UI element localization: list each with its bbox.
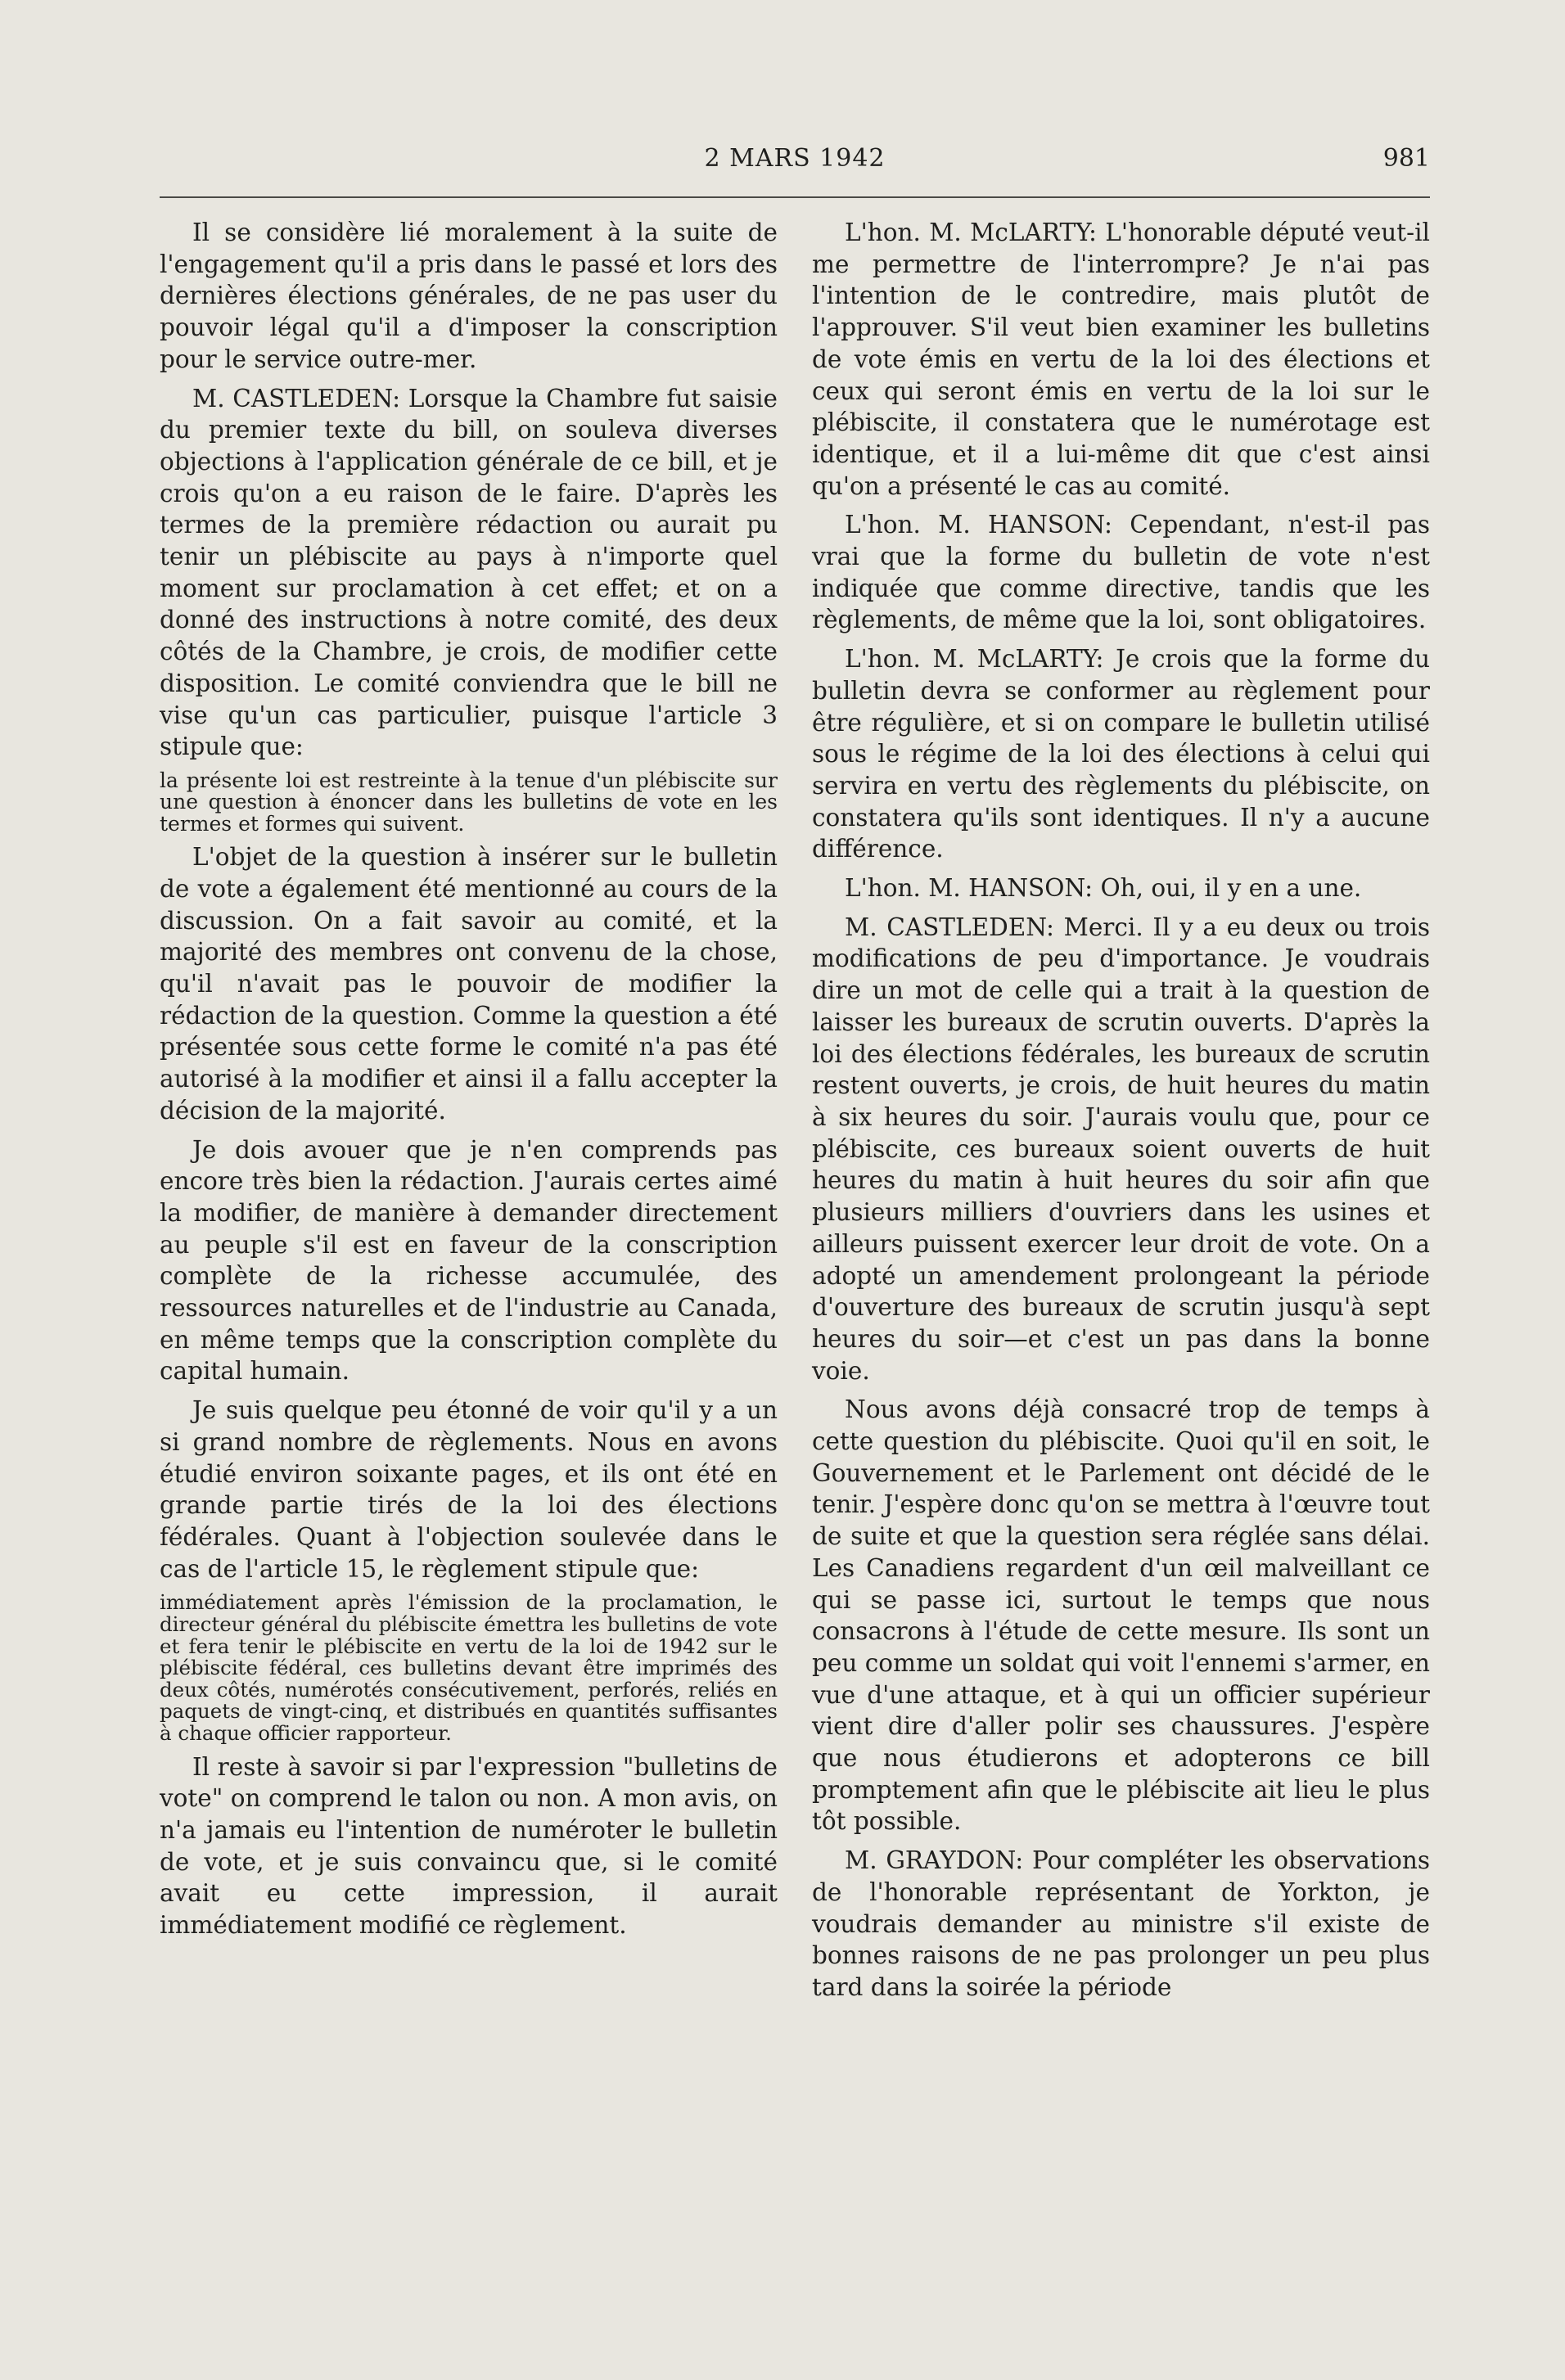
page-header <box>160 139 1430 198</box>
right-column <box>812 217 1430 2011</box>
paragraph: Il se considère lié moralement à la suite de l'engagement qu'il a pris dans le passé et lors des dernières élections générales, de ne pas user du pouvoir légal qu'il a d'imposer la conscription pour le service outre-mer. <box>160 219 778 373</box>
paragraph: M. GRAYDON: Pour compléter les observations de l'honorable représentant de Yorkton, je voudrais demander au ministre s'il existe de bonnes raisons de ne pas prolonger un peu plus tard dans la soirée la période <box>812 1846 1430 2001</box>
page-number: 981 <box>1382 144 1430 173</box>
paragraph: L'hon. M. McLARTY: L'honorable député veut-il me permettre de l'interrompre? Je n'ai pas l'intention de le contredire, mais plutôt de l'approuver. S'il veut bien examiner les bulletins de vote émis en vertu de la loi des élections et ceux qui seront émis en vertu de la loi sur le plébiscite, il constatera que le numérotage est identique, et il a lui-même dit que c'est ainsi qu'on a présenté le cas au comité. <box>812 219 1430 500</box>
paragraph: L'hon. M. HANSON: Cependant, n'est-il pas vrai que la forme du bulletin de vote n'est indiquée que comme directive, tandis que les règlements, de même que la loi, sont obligatoires. <box>812 511 1430 634</box>
header-date: 2 MARS 1942 <box>704 144 886 173</box>
paragraph: M. CASTLEDEN: Lorsque la Chambre fut saisie du premier texte du bill, on souleva diverses objections à l'application générale de ce bill, et je crois qu'on a eu raison de le faire. D'après les termes de la première rédaction ou aurait pu tenir un plébiscite au pays à n'importe quel moment sur proclamation à cet effet; et on a donné des instructions à notre comité, des deux côtés de la Chambre, je crois, de modifier cette disposition. Le comité conviendra que le bill ne vise qu'un cas particulier, puisque l'article 3 stipule que: <box>160 384 778 761</box>
paragraph: M. CASTLEDEN: Merci. Il y a eu deux ou trois modifications de peu d'importance. Je voudrais dire un mot de celle qui a trait à la question de laisser les bureaux de scrutin ouverts. D'après la loi des élections fédérales, les bureaux de scrutin restent ouverts, je crois, de huit heures du matin à six heures du soir. J'aurais voulu que, pour ce plébiscite, ces bureaux soient ouverts de huit heures du matin à huit heures du soir afin que plusieurs milliers d'ouvriers dans les usines et ailleurs puissent exercer leur droit de vote. On a adopté un amendement prolongeant la période d'ouverture des bureaux de scrutin jusqu'à sept heures du soir—et c'est un pas dans la bonne voie. <box>812 913 1430 1385</box>
paragraph: Il reste à savoir si par l'expression "bulletins de vote" on comprend le talon ou non. A mon avis, on n'a jamais eu l'intention de numéroter le bulletin de vote, et je suis convaincu que, si le comité avait eu cette impression, il aurait immédiatement modifié ce règlement. <box>160 1752 778 1940</box>
quoted-passage: immédiatement après l'émission de la proclamation, le directeur général du plébiscite émettra les bulletins de vote et fera tenir le plébiscite en vertu de la loi de 1942 sur le plébiscite fédéral, ces bulletins devant être imprimés des deux côtés, numérotés consécutivement, perforés, reliés en paquets de vingt-cinq, et distribués en quantités suffisantes à chaque officier rapporteur. <box>160 1590 778 1745</box>
quoted-passage: la présente loi est restreinte à la tenue d'un plébiscite sur une question à énoncer dans les bulletins de vote en les termes et formes qui suivent. <box>160 768 778 836</box>
paragraph: Nous avons déjà consacré trop de temps à cette question du plébiscite. Quoi qu'il en soit, le Gouvernement et le Parlement ont décidé de le tenir. J'espère donc qu'on se mettra à l'œuvre tout de suite et que la question sera réglée sans délai. Les Canadiens regardent d'un œil malveillant ce qui se passe ici, surtout le temps que nous consacrons à l'étude de cette mesure. Ils sont un peu comme un soldat qui voit l'ennemi s'armer, en vue d'une attaque, et à qui un officier supérieur vient dire d'aller polir ses chaussures. J'espère que nous étudierons et adopterons ce bill promptement afin que le plébiscite ait lieu le plus tôt possible. <box>812 1395 1430 1836</box>
paragraph: L'hon. M. McLARTY: Je crois que la forme du bulletin devra se conformer au règlement pour être régulière, et si on compare le bulletin utilisé sous le régime de la loi des élections à celui qui servira en vertu des règlements du plébiscite, on constatera qu'ils sont identiques. Il n'y a aucune différence. <box>812 645 1430 863</box>
left-column <box>160 217 778 1949</box>
paragraph: Je suis quelque peu étonné de voir qu'il y a un si grand nombre de règlements. Nous en avons étudié environ soixante pages, et ils ont été en grande partie tirés de la loi des élections fédérales. Quant à l'objection soulevée dans le cas de l'article 15, le règlement stipule que: <box>160 1396 778 1583</box>
paragraph: Je dois avouer que je n'en comprends pas encore très bien la rédaction. J'aurais certes aimé la modifier, de manière à demander directement au peuple s'il est en faveur de la conscription complète de la richesse accumulée, des ressources naturelles et de l'industrie au Canada, en même temps que la conscription complète du capital humain. <box>160 1135 778 1386</box>
paragraph: L'hon. M. HANSON: Oh, oui, il y en a une. <box>845 874 1362 903</box>
paragraph: L'objet de la question à insérer sur le bulletin de vote a également été mentionné au cours de la discussion. On a fait savoir au comité, et la majorité des membres ont convenu de la chose, qu'il n'avait pas le pouvoir de modifier la rédaction de la question. Comme la question a été présentée sous cette forme le comité n'a pas été autorisé à la modifier et ainsi il a fallu accepter la décision de la majorité. <box>160 843 778 1125</box>
